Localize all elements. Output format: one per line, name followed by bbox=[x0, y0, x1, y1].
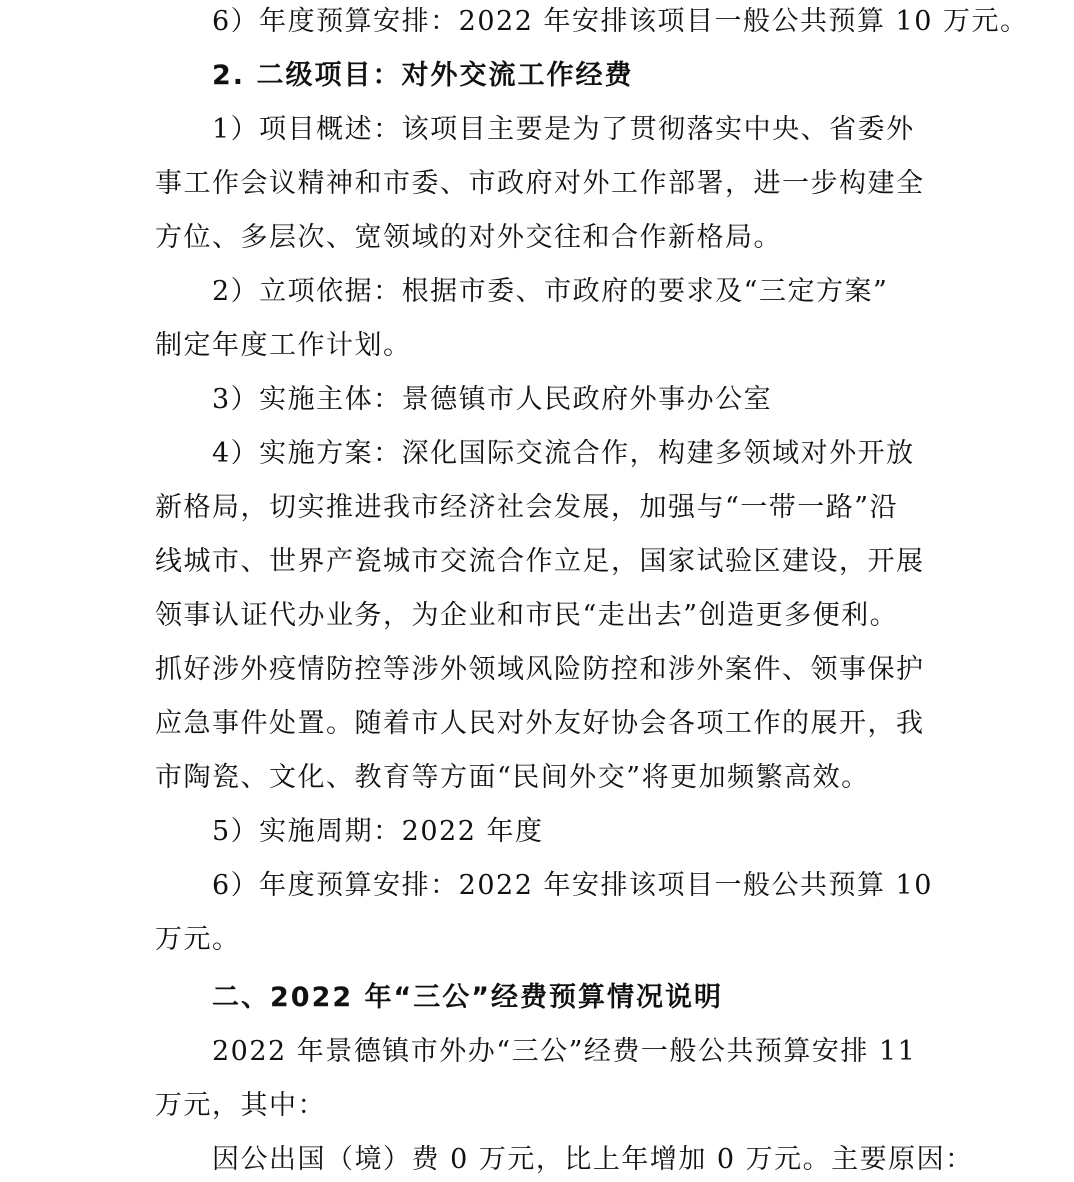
paragraph-line: 方位、多层次、宽领域的对外交往和合作新格局。 bbox=[155, 222, 782, 253]
paragraph-line: 市陶瓷、文化、教育等方面“民间外交”将更加频繁高效。 bbox=[155, 762, 870, 793]
paragraph-line-overview: 1）项目概述：该项目主要是为了贯彻落实中央、省委外 bbox=[212, 114, 915, 145]
paragraph-line-three-public: 2022 年景德镇市外办“三公”经费一般公共预算安排 11 bbox=[212, 1036, 917, 1067]
paragraph-line-period: 5）实施周期：2022 年度 bbox=[212, 816, 544, 847]
section-heading-project-2: 2. 二级项目：对外交流工作经费 bbox=[212, 60, 634, 91]
paragraph-line: 抓好涉外疫情防控等涉外领域风险防控和涉外案件、领事保护 bbox=[155, 654, 925, 685]
paragraph-line-overseas: 因公出国（境）费 0 万元，比上年增加 0 万元。主要原因： bbox=[212, 1144, 974, 1175]
paragraph-line: 万元，其中： bbox=[155, 1090, 326, 1121]
paragraph-line: 领事认证代办业务，为企业和市民“走出去”创造更多便利。 bbox=[155, 600, 899, 631]
paragraph-line-plan: 4）实施方案：深化国际交流合作，构建多领域对外开放 bbox=[212, 438, 915, 469]
paragraph-line: 应急事件处置。随着市人民对外友好协会各项工作的展开，我 bbox=[155, 708, 925, 739]
paragraph-line-basis: 2）立项依据：根据市委、市政府的要求及“三定方案” bbox=[212, 276, 889, 307]
paragraph-line: 事工作会议精神和市委、市政府对外工作部署，进一步构建全 bbox=[155, 168, 925, 199]
section-heading-three-public: 二、2022 年“三公”经费预算情况说明 bbox=[212, 982, 724, 1013]
paragraph-line: 万元。 bbox=[155, 924, 241, 955]
paragraph-line: 新格局，切实推进我市经济社会发展，加强与“一带一路”沿 bbox=[155, 492, 899, 523]
paragraph-line-subject: 3）实施主体：景德镇市人民政府外事办公室 bbox=[212, 384, 773, 415]
paragraph-line: 制定年度工作计划。 bbox=[155, 330, 412, 361]
paragraph-line: 线城市、世界产瓷城市交流合作立足，国家试验区建设，开展 bbox=[155, 546, 925, 577]
paragraph-line-budget-2: 6）年度预算安排：2022 年安排该项目一般公共预算 10 bbox=[212, 870, 933, 901]
paragraph-line-budget-1: 6）年度预算安排：2022 年安排该项目一般公共预算 10 万元。 bbox=[212, 6, 1029, 37]
